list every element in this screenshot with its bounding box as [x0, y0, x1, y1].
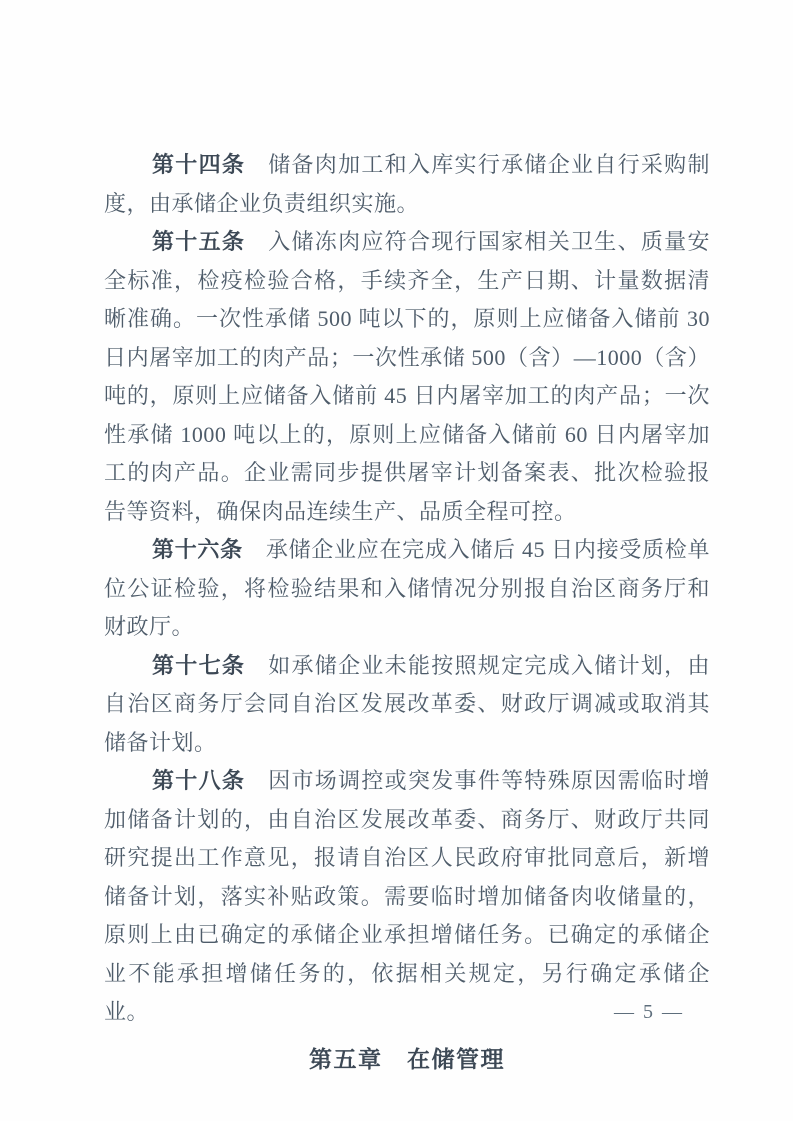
article-paragraph-17 [104, 647, 710, 763]
article-text: 储备肉加工和入库实行承储企业自行采购制度，由承储企业负责组织实施。 [104, 152, 710, 216]
chapter-heading: 第五章 在储管理 [309, 1046, 505, 1072]
article-text: 入储冻肉应符合现行国家相关卫生、质量安全标准，检疫检验合格，手续齐全，生产日期、计量数据清晰准确。一次性承储 500 吨以下的，原则上应储备入储前 30 日内屠宰加工的肉产品；一次性承储 500（含）—1000（含）吨的，原则上应储备入储前 45 日内屠宰加工的肉产品；一次性承储 1000 吨以上的，原则上应储备入储前 60 日内屠宰加工的肉产品。企业需同步提供屠宰计划备案表、批次检验报告等资料，确保肉品连续生产、品质全程可控。 [104, 229, 710, 524]
article-number: 第十八条 [152, 768, 246, 793]
article-number: 第十七条 [152, 652, 246, 678]
article-number: 第十四条 [152, 152, 246, 177]
article-text: 因市场调控或突发事件等特殊原因需临时增加储备计划的，由自治区发展改革委、商务厅、财政厅共同研究提出工作意见，报请自治区人民政府审批同意后，新增储备计划，落实补贴政策。需要临时增加储备肉收储量的，原则上由已确定的承储企业承担增储任务。已确定的承储企业不能承担增储任务的，依据相关规定，另行确定承储企业。 [104, 768, 710, 1024]
article-number: 第十六条 [152, 537, 243, 562]
article-paragraph-18 [104, 762, 710, 1032]
article-text: 如承储企业未能按照规定完成入储计划，由自治区商务厅会同自治区发展改革委、财政厅调减或取消其储备计划。 [104, 652, 710, 755]
page-number: — 5 — [614, 1001, 684, 1023]
document-body [104, 146, 710, 1079]
article-number: 第十五条 [152, 229, 246, 254]
article-paragraph-16 [104, 531, 710, 647]
article-paragraph-14 [104, 146, 710, 223]
article-paragraph-15 [104, 223, 710, 531]
article-text: 承储企业应在完成入储后 45 日内接受质检单位公证检验，将检验结果和入储情况分别报自治区商务厅和财政厅。 [104, 537, 710, 639]
